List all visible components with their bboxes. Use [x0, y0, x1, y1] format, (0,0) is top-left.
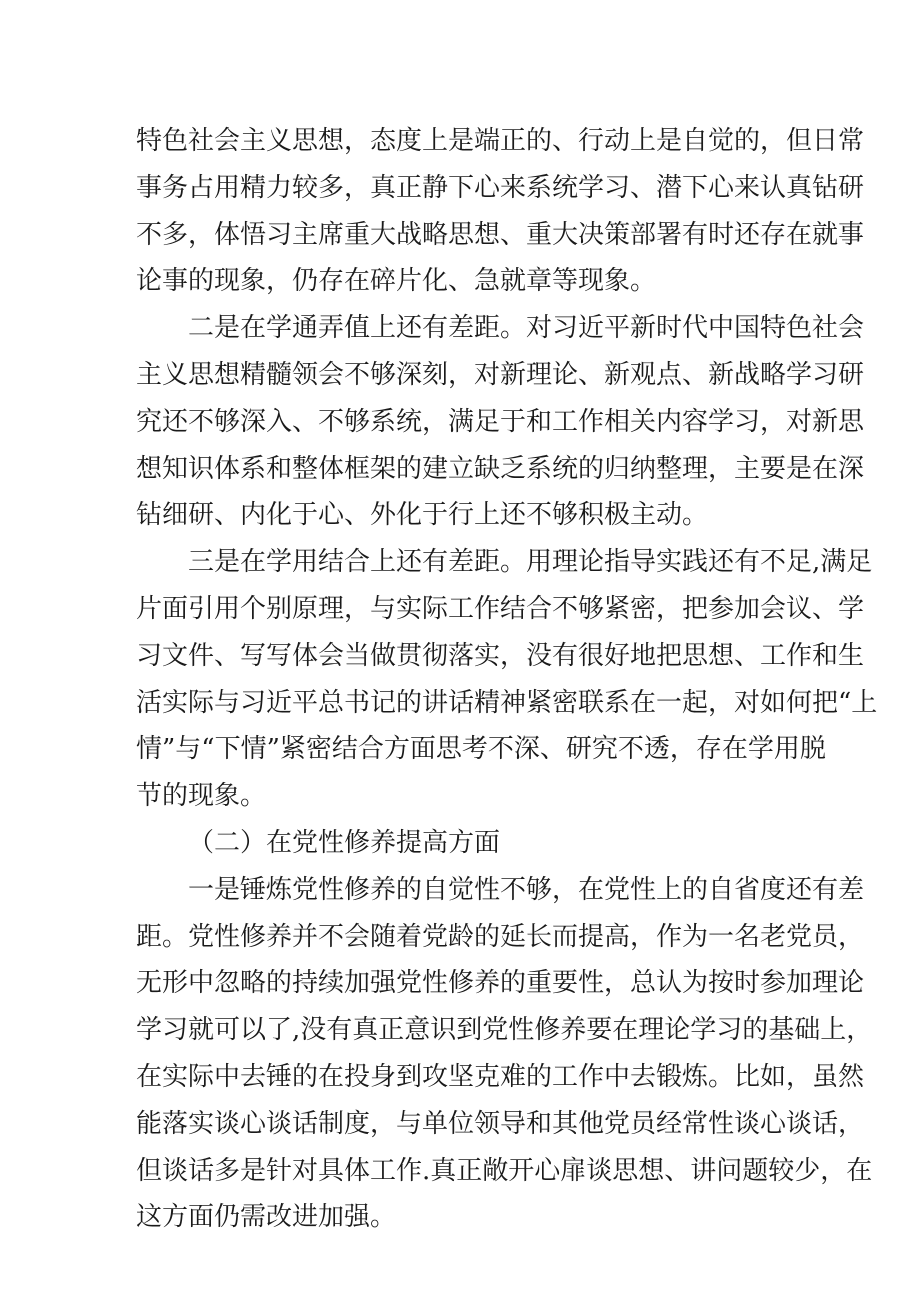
text-line: 论事的现象，仍存在碎片化、急就章等现象。	[136, 266, 657, 297]
text-line: 但谈话多是针对具体工作.真正敞开心扉谈思想、讲问题较少，在	[136, 1155, 873, 1186]
text-line: 一是锤炼党性修养的自觉性不够，在党性上的自省度还有差	[188, 874, 865, 905]
text-line: 活实际与习近平总书记的讲话精神紧密联系在一起，对如何把“上	[136, 687, 878, 718]
text-line: 片面引用个别原理，与实际工作结合不够紧密，把参加会议、学	[136, 593, 865, 624]
text-line: 特色社会主义思想，态度上是端正的、行动上是自觉的，但日常	[136, 126, 865, 156]
text-line: 二是在学通弄值上还有差距。对习近平新时代中国特色社会	[188, 313, 865, 344]
text-line: 习文件、写写体会当做贯彻落实，没有很好地把思想、工作和生	[136, 640, 865, 671]
text-line: 无形中忽略的持续加强党性修养的重要性，总认为按时参加理论	[136, 968, 865, 999]
text-line: 究还不够深入、不够系统，满足于和工作相关内容学习，对新思	[136, 406, 865, 437]
paragraph	[136, 305, 865, 539]
text-line: 钻细研、内化于心、外化于行上还不够积极主动。	[136, 500, 709, 531]
text-line: 不多，体悟习主席重大战略思想、重大决策部署有时还存在就事	[136, 219, 865, 250]
text-line: 能落实谈心谈话制度，与单位领导和其他党员经常性谈心谈话，	[136, 1108, 865, 1139]
paragraph	[136, 867, 873, 1241]
text-line: 学习就可以了,没有真正意识到党性修养要在理论学习的基础上，	[136, 1015, 873, 1046]
paragraph	[136, 118, 865, 305]
paragraph	[136, 539, 878, 820]
text-line: 三是在学用结合上还有差距。用理论指导实践还有不足,满足	[188, 547, 873, 578]
text-line: 主义思想精髓领会不够深刻，对新理论、新观点、新战略学习研	[136, 359, 865, 390]
section-heading	[136, 820, 792, 867]
text-line: 这方面仍需改进加强。	[136, 1202, 397, 1233]
text-line: 事务占用精力较多，真正静下心来系统学习、潜下心来认真钻研	[136, 172, 865, 203]
text-line: 距。党性修养并不会随着党龄的延长而提高，作为一名老党员，	[136, 921, 865, 952]
text-line: 在实际中去锤的在投身到攻坚克难的工作中去锻炼。比如，虽然	[136, 1061, 865, 1092]
document-body	[136, 118, 878, 1241]
text-line: 想知识体系和整体框架的建立缺乏系统的归纳整理，主要是在深	[136, 453, 865, 484]
text-line: 情”与“下情”紧密结合方面思考不深、研究不透，存在学用脱	[136, 734, 826, 765]
section-heading-text: （二）在党性修养提高方面	[188, 827, 501, 858]
text-line: 节的现象。	[136, 781, 267, 812]
